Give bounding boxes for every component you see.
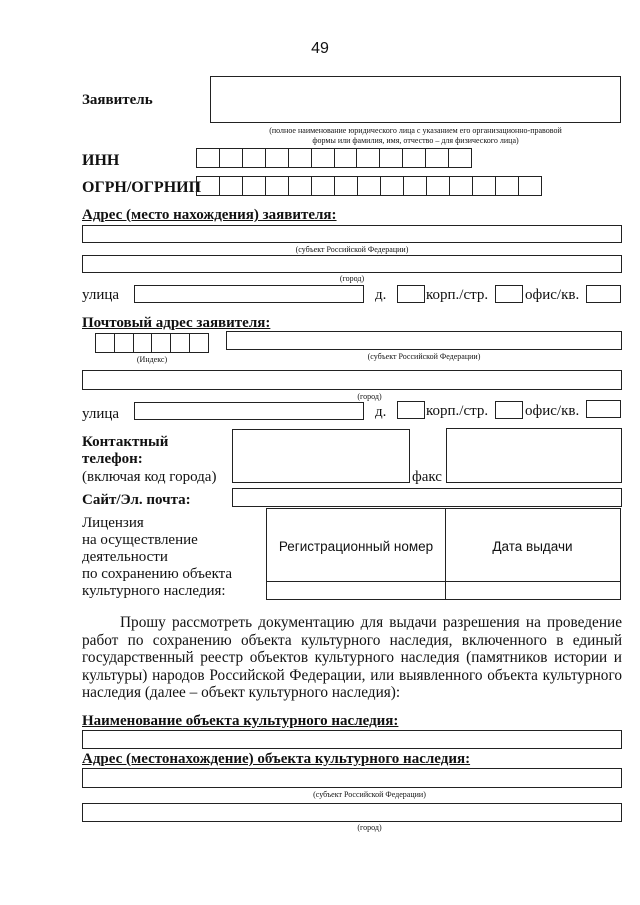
digit-cell[interactable]	[266, 177, 289, 195]
phone-label-3: (включая код города)	[82, 469, 217, 485]
postal-house-field[interactable]	[397, 401, 425, 419]
digit-cell[interactable]	[380, 149, 403, 167]
address-city-field[interactable]	[82, 255, 622, 273]
license-label-2: на осуществление	[82, 532, 198, 548]
address-city-caption: (город)	[339, 274, 365, 283]
postal-subject-field[interactable]	[226, 331, 622, 350]
postal-office-field[interactable]	[586, 400, 621, 418]
fax-label: факс	[412, 469, 442, 485]
site-email-field[interactable]	[232, 488, 622, 507]
license-label-5: культурного наследия:	[82, 583, 226, 599]
address-office-field[interactable]	[586, 285, 621, 303]
object-address-heading: Адрес (местонахождение) объекта культурного наследия:	[82, 751, 471, 767]
digit-cell[interactable]	[171, 334, 190, 352]
site-email-label: Сайт/Эл. почта:	[82, 492, 191, 508]
request-paragraph	[82, 614, 622, 702]
address-street-label: улица	[82, 287, 120, 303]
phone-label-2: телефон:	[82, 451, 143, 467]
digit-cell[interactable]	[243, 177, 266, 195]
digit-cell[interactable]	[152, 334, 171, 352]
license-label-4: по сохранению объекта	[82, 566, 233, 582]
address-subject-caption: (субъект Российской Федерации)	[295, 245, 409, 254]
postal-subject-caption: (субъект Российской Федерации)	[367, 352, 481, 361]
digit-cell[interactable]	[243, 149, 266, 167]
digit-cell[interactable]	[115, 334, 134, 352]
digit-cell[interactable]	[197, 149, 220, 167]
digit-cell[interactable]	[357, 149, 380, 167]
license-col-issue-date: Дата выдачи	[492, 539, 573, 554]
digit-cell[interactable]	[496, 177, 519, 195]
address-house-field[interactable]	[397, 285, 425, 303]
address-house-label: д.	[375, 287, 387, 303]
digit-cell[interactable]	[403, 149, 426, 167]
postal-building-label: корп./стр.	[426, 403, 489, 419]
digit-cell[interactable]	[289, 177, 312, 195]
applicant-label: Заявитель	[82, 92, 153, 108]
digit-cell[interactable]	[450, 177, 473, 195]
digit-cell[interactable]	[289, 149, 312, 167]
license-col-reg-number: Регистрационный номер	[278, 539, 434, 554]
postal-building-field[interactable]	[495, 401, 523, 419]
digit-cell[interactable]	[96, 334, 115, 352]
object-subject-field[interactable]	[82, 768, 622, 788]
ogrn-label: ОГРН/ОГРНИП	[82, 179, 202, 196]
digit-cell[interactable]	[312, 177, 335, 195]
page-number: 49	[311, 40, 329, 57]
postal-house-label: д.	[375, 404, 387, 420]
license-label-1: Лицензия	[82, 515, 144, 531]
ogrn-field[interactable]	[196, 176, 542, 196]
digit-cell[interactable]	[134, 334, 153, 352]
digit-cell[interactable]	[335, 149, 358, 167]
digit-cell[interactable]	[381, 177, 404, 195]
object-city-caption: (город)	[357, 823, 382, 832]
object-name-field[interactable]	[82, 730, 622, 749]
license-reg-number-cell[interactable]	[267, 582, 444, 599]
digit-cell[interactable]	[220, 149, 243, 167]
applicant-caption-1: (полное наименование юридического лица с указанием его организационно-правовой	[269, 126, 562, 135]
postal-city-field[interactable]	[82, 370, 622, 390]
inn-field[interactable]	[196, 148, 472, 168]
digit-cell[interactable]	[312, 149, 335, 167]
address-subject-field[interactable]	[82, 225, 622, 243]
license-table	[266, 508, 621, 600]
digit-cell[interactable]	[358, 177, 381, 195]
phone-field[interactable]	[232, 429, 410, 483]
request-text: Прошу рассмотреть документацию для выдачи разрешения на проведение работ по сохранению объекта культурного наследия, включенного в единый государственный реестр объектов культурного наследия (памятников истории и культуры) народов Российской Федерации, или выявленного объекта культурного наследия (далее – объект культурного наследия):	[82, 614, 622, 702]
postal-office-label: офис/кв.	[525, 403, 580, 419]
digit-cell[interactable]	[426, 149, 449, 167]
address-office-label: офис/кв.	[525, 287, 580, 303]
digit-cell[interactable]	[335, 177, 358, 195]
postal-index-field[interactable]	[95, 333, 209, 353]
object-city-field[interactable]	[82, 803, 622, 822]
postal-street-field[interactable]	[134, 402, 364, 420]
applicant-name-field[interactable]	[210, 76, 621, 123]
inn-label: ИНН	[82, 152, 120, 169]
address-street-field[interactable]	[134, 285, 364, 303]
digit-cell[interactable]	[266, 149, 289, 167]
address-heading: Адрес (место нахождения) заявителя:	[82, 207, 337, 223]
phone-label-1: Контактный	[82, 434, 169, 450]
license-label-3: деятельности	[82, 549, 168, 565]
digit-cell[interactable]	[404, 177, 427, 195]
applicant-caption-2: формы или фамилия, имя, отчество – для физического лица)	[312, 136, 519, 145]
address-building-field[interactable]	[495, 285, 523, 303]
license-issue-date-cell[interactable]	[447, 582, 620, 599]
postal-heading: Почтовый адрес заявителя:	[82, 315, 271, 331]
object-subject-caption: (субъект Российской Федерации)	[313, 790, 426, 799]
digit-cell[interactable]	[449, 149, 471, 167]
postal-city-caption: (город)	[357, 392, 382, 401]
postal-street-label: улица	[82, 406, 120, 422]
digit-cell[interactable]	[197, 177, 220, 195]
object-name-heading: Наименование объекта культурного наследия:	[82, 713, 399, 729]
fax-field[interactable]	[446, 428, 622, 483]
address-building-label: корп./стр.	[426, 287, 489, 303]
digit-cell[interactable]	[220, 177, 243, 195]
digit-cell[interactable]	[427, 177, 450, 195]
postal-index-caption: (Индекс)	[136, 355, 168, 364]
digit-cell[interactable]	[473, 177, 496, 195]
digit-cell[interactable]	[190, 334, 208, 352]
digit-cell[interactable]	[519, 177, 541, 195]
